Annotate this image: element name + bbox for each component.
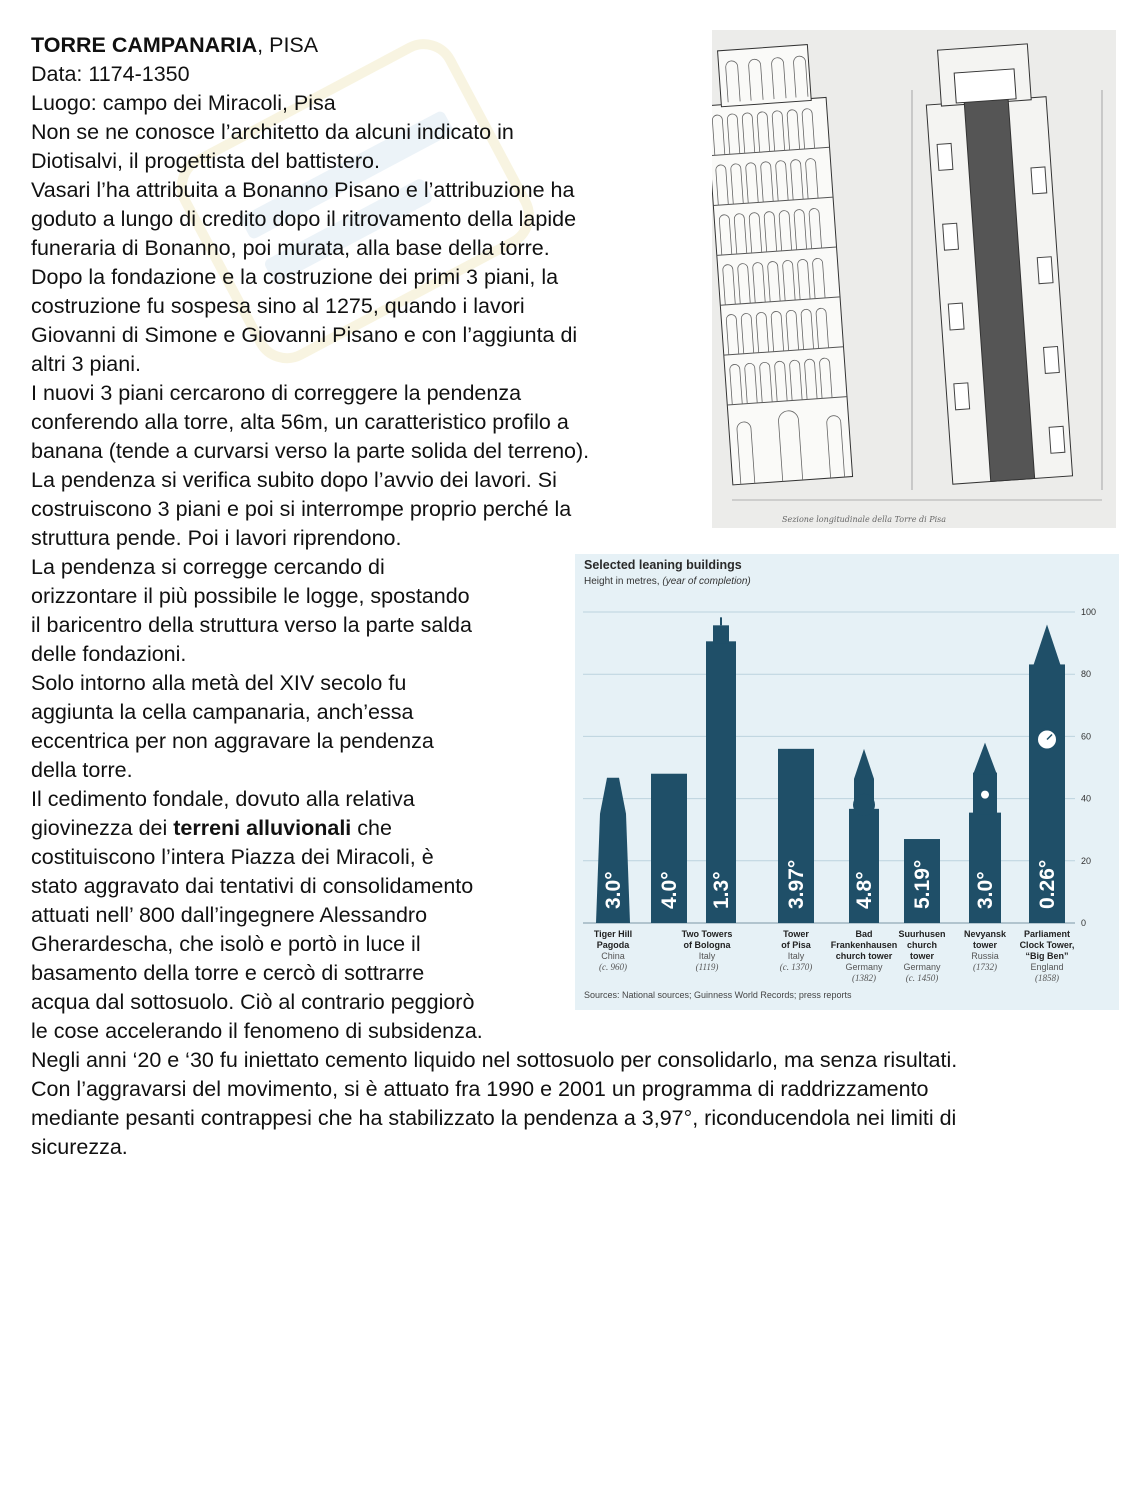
text-segment: che	[351, 816, 392, 840]
chart-title: Selected leaning buildings	[584, 558, 742, 572]
text-line: Gherardescha, che isolò e portò in luce il	[31, 932, 421, 956]
text-line: acqua dal sottosuolo. Ciò al contrario peggiorò	[31, 990, 475, 1014]
text-line	[31, 814, 392, 843]
text-line: delle fondazioni.	[31, 642, 187, 666]
text-line: costruiscono 3 piani e poi si interrompe proprio perché la	[31, 497, 572, 521]
y-tick-label: 20	[1081, 855, 1092, 866]
leaning-buildings-chart	[575, 554, 1119, 1010]
text-line: Luogo: campo dei Miracoli, Pisa	[31, 91, 336, 115]
category-country: England	[1030, 962, 1064, 972]
category-label-line: Bad	[855, 929, 873, 939]
building-top	[713, 625, 729, 643]
clock-face	[1037, 730, 1057, 750]
category-label-line: tower	[909, 951, 935, 961]
text-line: della torre.	[31, 758, 133, 782]
category-label-line: “Big Ben”	[1025, 951, 1069, 961]
category-country: Germany	[845, 962, 883, 972]
building-dome	[853, 794, 875, 816]
category-label-line: Tiger Hill	[593, 929, 633, 939]
text-line: il baricentro della struttura verso la parte salda	[31, 613, 472, 637]
category-label-line: Suurhusen	[898, 929, 946, 939]
category-year: (1382)	[852, 973, 876, 983]
category-year: (1119)	[695, 962, 719, 972]
text-line: orizzontare il più possibile le logge, spostando	[31, 584, 470, 608]
text-line: eccentrica per non aggravare la pendenza	[31, 729, 434, 753]
category-label-line: Pagoda	[596, 940, 630, 950]
building-big-ben	[1029, 624, 1065, 923]
text-line: Dopo la fondazione e la costruzione dei primi 3 piani, la	[31, 265, 559, 289]
category-label-line: Clock Tower,	[1019, 940, 1075, 950]
lean-angle-label: 4.8°	[853, 871, 876, 909]
building-bad-frankenhausen	[849, 749, 879, 923]
category-country: Germany	[903, 962, 941, 972]
category-label-line: Nevyansk	[963, 929, 1007, 939]
y-tick-label: 0	[1081, 918, 1087, 928]
tower-elevation-and-section-illustration	[712, 30, 1116, 528]
text-line: Giovanni di Simone e Giovanni Pisano e con l’aggiunta di	[31, 323, 578, 347]
category-country: China	[601, 951, 625, 961]
category-year: (c. 1450)	[905, 973, 939, 983]
category-label-nevyansk	[964, 929, 1007, 972]
text-line: Solo intorno alla metà del XIV secolo fu	[31, 671, 407, 695]
lean-angle-label: 0.26°	[1036, 859, 1059, 909]
lean-angle-label: 1.3°	[710, 871, 733, 909]
y-tick-label: 40	[1081, 793, 1092, 804]
chart-subtitle-plain: Height in metres,	[584, 576, 663, 587]
text-line: aggiunta la cella campanaria, anch’essa	[31, 700, 414, 724]
category-label-line: Two Towers	[681, 929, 733, 939]
building-window	[981, 791, 989, 799]
y-tick-label: 60	[1081, 731, 1092, 742]
category-year: (c. 960)	[599, 962, 627, 972]
text-line: basamento della torre e cercò di sottrarre	[31, 961, 425, 985]
text-line: banana (tende a curvarsi verso la parte solida del terreno).	[31, 439, 590, 463]
text-line: attuati nell’ 800 dall’ingegnere Alessandro	[31, 903, 428, 927]
building-spire	[973, 743, 997, 775]
text-line: Non se ne conosce l’architetto da alcuni indicato in	[31, 120, 514, 144]
text-line: Data: 1174-1350	[31, 62, 190, 86]
chart-source: Sources: National sources; Guinness World Records; press reports	[584, 990, 852, 1000]
category-label-line: tower	[972, 940, 998, 950]
category-label-big-ben	[1020, 929, 1075, 983]
building-spire	[1033, 624, 1061, 666]
category-label-bologna	[682, 929, 733, 972]
category-label-pisa	[780, 929, 813, 972]
text-line: sicurezza.	[31, 1135, 128, 1159]
category-country: Russia	[971, 951, 999, 961]
category-year: (1858)	[1035, 973, 1059, 983]
text-line: conferendo alla torre, alta 56m, un caratteristico profilo a	[31, 410, 569, 434]
highlight-term: terreni alluvionali	[173, 816, 352, 840]
building-suurhusen	[904, 839, 940, 923]
text-line: funeraria di Bonanno, poi murata, alla base della torre.	[31, 236, 550, 260]
category-label-bad-frankenhausen	[831, 929, 898, 983]
heading-rest: , PISA	[257, 33, 319, 57]
building-bologna-1	[651, 774, 687, 923]
text-line: le cose accelerando il fenomeno di subsidenza.	[31, 1019, 483, 1043]
building-pisa	[778, 749, 814, 923]
text-line: Diotisalvi, il progettista del battistero.	[31, 149, 380, 173]
text-line: altri 3 piani.	[31, 352, 141, 376]
drawing-caption: Sezione longitudinale della Torre di Pisa	[782, 515, 947, 524]
category-label-line: Tower	[783, 929, 809, 939]
text-line: mediante pesanti contrappesi che ha stabilizzato la pendenza a 3,97°, riconducendola nei limiti di	[31, 1106, 957, 1130]
text-line: La pendenza si corregge cercando di	[31, 555, 385, 579]
text-line: goduto a lungo di credito dopo il ritrovamento della lapide	[31, 207, 577, 231]
text-line: stato aggravato dai tentativi di consolidamento	[31, 874, 474, 898]
lean-angle-label: 3.0°	[974, 871, 997, 909]
text-line: La pendenza si verifica subito dopo l’avvio dei lavori. Si	[31, 468, 557, 492]
category-label-line: of Pisa	[781, 940, 811, 950]
category-year: (1732)	[973, 962, 997, 972]
text-line: Negli anni ‘20 e ‘30 fu iniettato cemento liquido nel sottosuolo per consolidarlo, ma senza risultati.	[31, 1048, 958, 1072]
category-label-line: of Bologna	[683, 940, 731, 950]
category-label-line: Parliament	[1023, 929, 1071, 939]
category-country: Italy	[787, 951, 805, 961]
chart-subtitle-italic: (year of completion)	[662, 576, 751, 587]
building-tiger-hill	[596, 778, 630, 923]
lean-angle-label: 3.0°	[602, 871, 625, 909]
text-line: Con l’aggravarsi del movimento, si è attuato fra 1990 e 2001 un programma di raddrizzamento	[31, 1077, 929, 1101]
lean-angle-label: 4.0°	[658, 871, 681, 909]
category-label-tiger-hill	[594, 929, 632, 972]
text-segment: giovinezza dei	[31, 816, 174, 840]
text-line: costituiscono l’intera Piazza dei Miracoli, è	[31, 845, 434, 869]
chart-plot	[575, 554, 1119, 1010]
text-line: Il cedimento fondale, dovuto alla relativa	[31, 787, 415, 811]
text-line: struttura pende. Poi i lavori riprendono.	[31, 526, 402, 550]
tower-drawing	[712, 30, 1116, 528]
lean-angle-label: 5.19°	[911, 859, 934, 909]
category-country: Italy	[698, 951, 716, 961]
category-label-line: church	[906, 940, 938, 950]
building-bologna-2	[706, 617, 736, 923]
text-line: costruzione fu sospesa sino al 1275, quando i lavori	[31, 294, 525, 318]
text-line: I nuovi 3 piani cercarono di correggere la pendenza	[31, 381, 522, 405]
lean-angle-label: 3.97°	[785, 859, 808, 909]
y-tick-label: 80	[1081, 669, 1092, 680]
page-heading	[31, 31, 318, 60]
text-line: Vasari l’ha attribuita a Bonanno Pisano e l’attribuzione ha	[31, 178, 575, 202]
y-tick-label: 100	[1081, 607, 1097, 617]
category-label-line: Frankenhausen	[830, 940, 898, 950]
building-nevyansk	[969, 743, 1001, 923]
category-year: (c. 1370)	[779, 962, 813, 972]
heading-bold: TORRE CAMPANARIA	[31, 33, 258, 57]
category-label-line: church tower	[835, 951, 893, 961]
category-label-suurhusen	[898, 929, 945, 983]
